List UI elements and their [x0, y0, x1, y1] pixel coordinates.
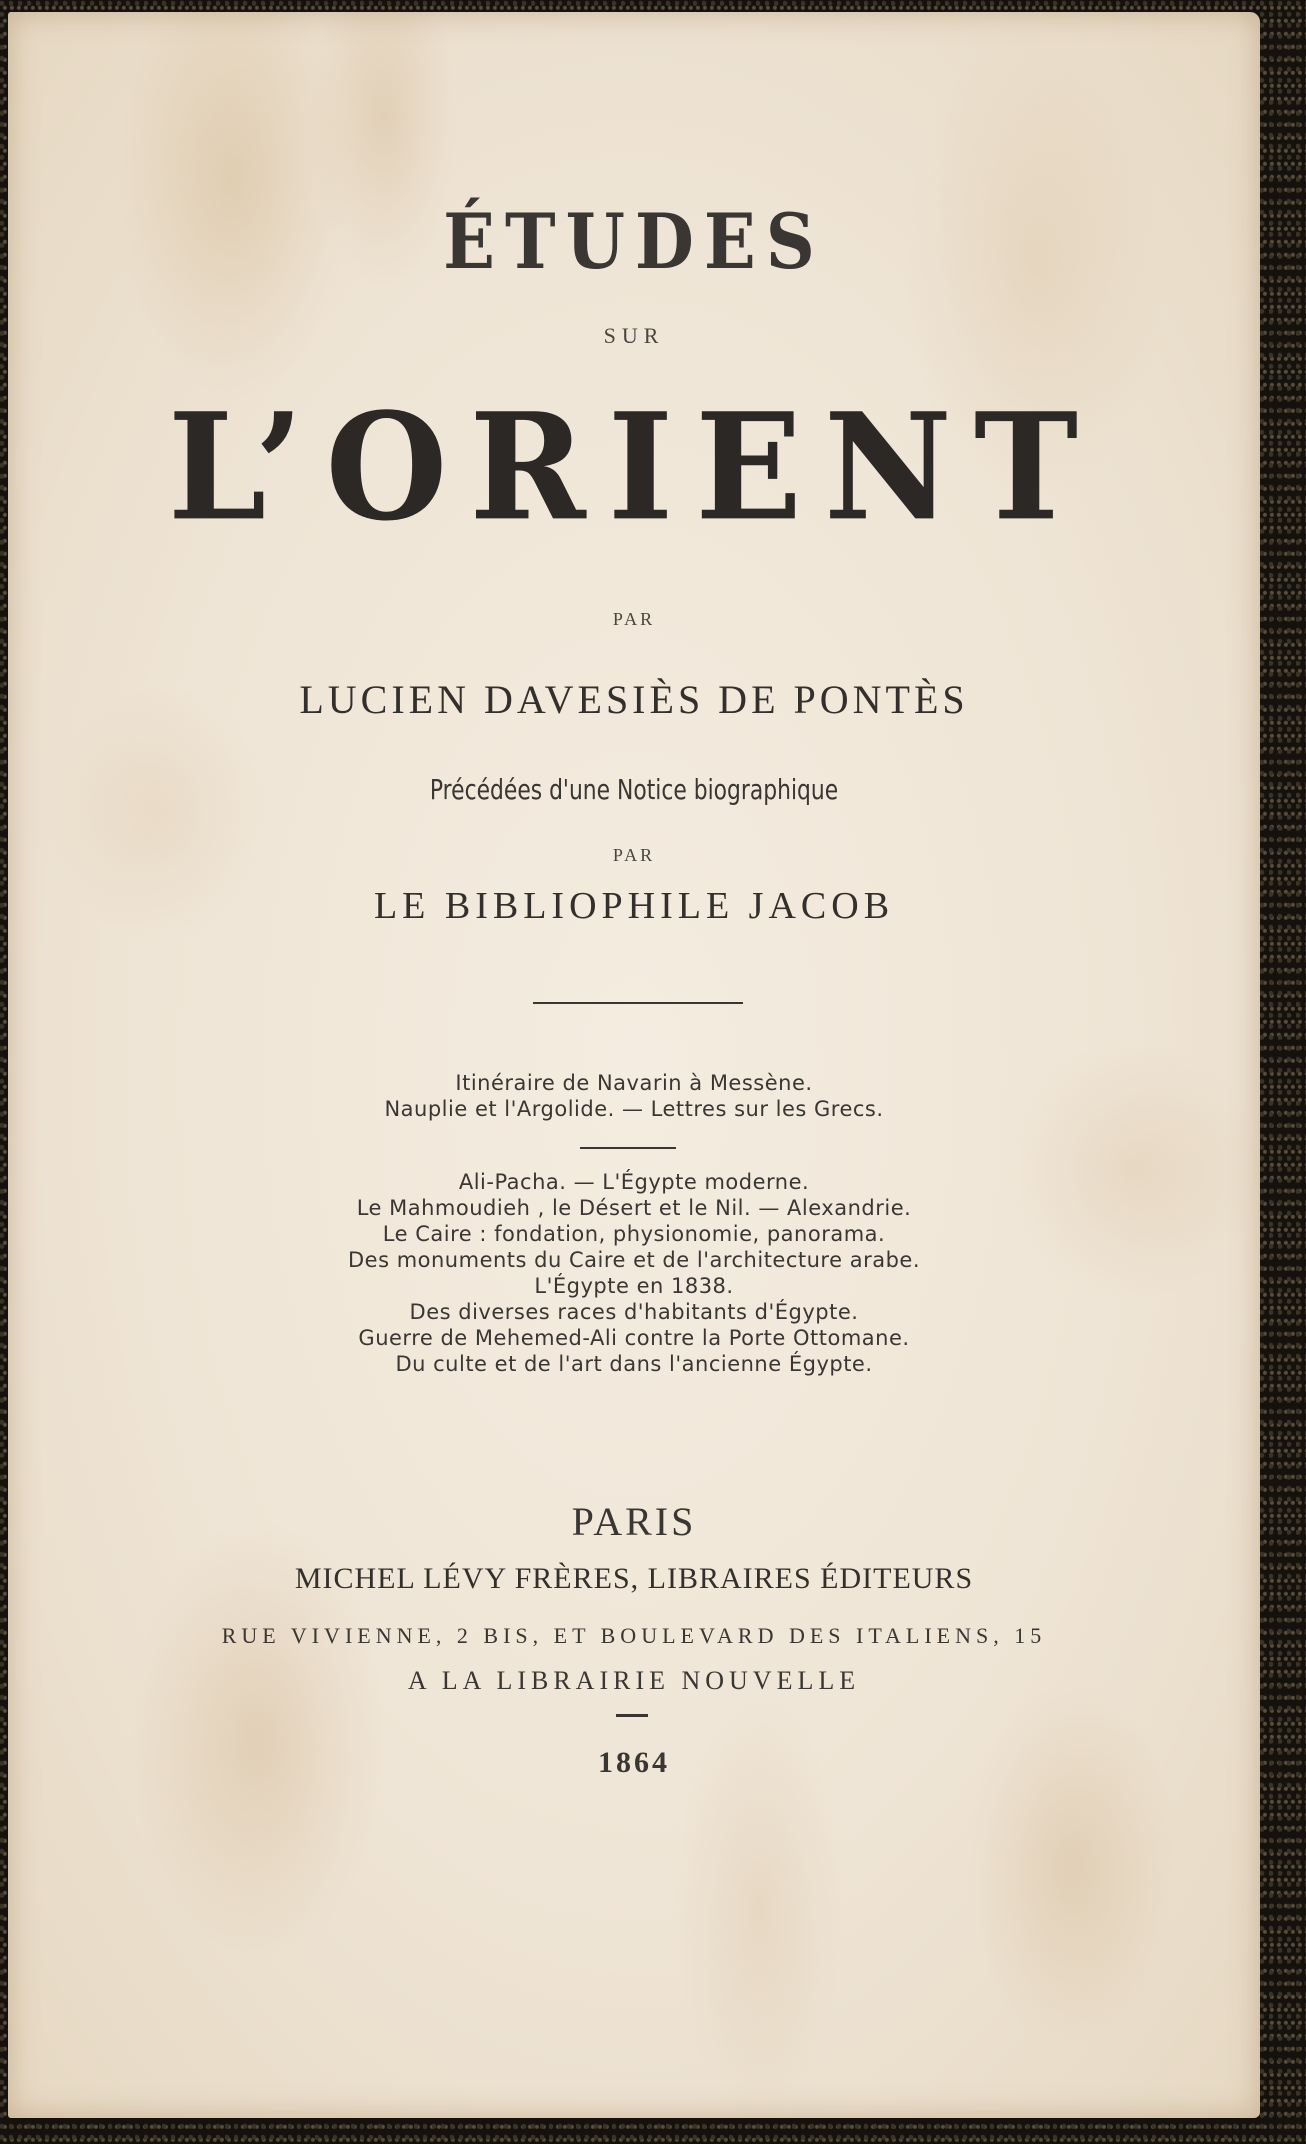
- imprint-year: 1864: [598, 1746, 670, 1779]
- contents-item: Nauplie et l'Argolide. — Lettres sur les Grecs.: [384, 1097, 884, 1121]
- contents-item: Des monuments du Caire et de l'architecture arabe.: [347, 1248, 920, 1272]
- title-etudes: ÉTUDES: [443, 197, 825, 287]
- contents-list-2: [8, 1169, 1260, 1377]
- contents-item: Ali-Pacha. — L'Égypte moderne.: [458, 1170, 810, 1194]
- contents-item: Itinéraire de Navarin à Messène.: [455, 1071, 813, 1095]
- divider-dash: [616, 1714, 648, 1717]
- imprint-city: PARIS: [571, 1499, 697, 1544]
- notice-line: Précédées d'une Notice biographique: [429, 773, 839, 806]
- contents-list-1: [8, 1070, 1260, 1122]
- title-page: [8, 12, 1260, 2118]
- author-name: LUCIEN DAVESIÈS DE PONTÈS: [299, 677, 969, 722]
- contents-item: L'Égypte en 1838.: [534, 1274, 734, 1298]
- divider-rule: [533, 1002, 743, 1004]
- title-orient: L’ORIENT: [167, 381, 1101, 555]
- imprint-address: RUE VIVIENNE, 2 BIS, ET BOULEVARD DES ITALIENS, 15: [221, 1623, 1047, 1648]
- notice-author: LE BIBLIOPHILE JACOB: [373, 885, 895, 927]
- imprint-publisher: MICHEL LÉVY FRÈRES, LIBRAIRES ÉDITEURS: [294, 1562, 974, 1595]
- contents-item: Le Caire : fondation, physionomie, panorama.: [382, 1222, 886, 1246]
- contents-item: Des diverses races d'habitants d'Égypte.: [409, 1300, 859, 1324]
- title-sur: SUR: [603, 323, 665, 348]
- contents-item: Guerre de Mehemed-Ali contre la Porte Ottomane.: [358, 1326, 910, 1350]
- contents-item: Le Mahmoudieh , le Désert et le Nil. — Alexandrie.: [356, 1196, 912, 1220]
- contents-item: Du culte et de l'art dans l'ancienne Égypte.: [395, 1352, 873, 1376]
- by-label: PAR: [612, 609, 656, 629]
- divider-rule-short: [580, 1147, 676, 1149]
- by-label-2: PAR: [612, 845, 656, 865]
- imprint-bookshop: A LA LIBRAIRIE NOUVELLE: [407, 1666, 861, 1695]
